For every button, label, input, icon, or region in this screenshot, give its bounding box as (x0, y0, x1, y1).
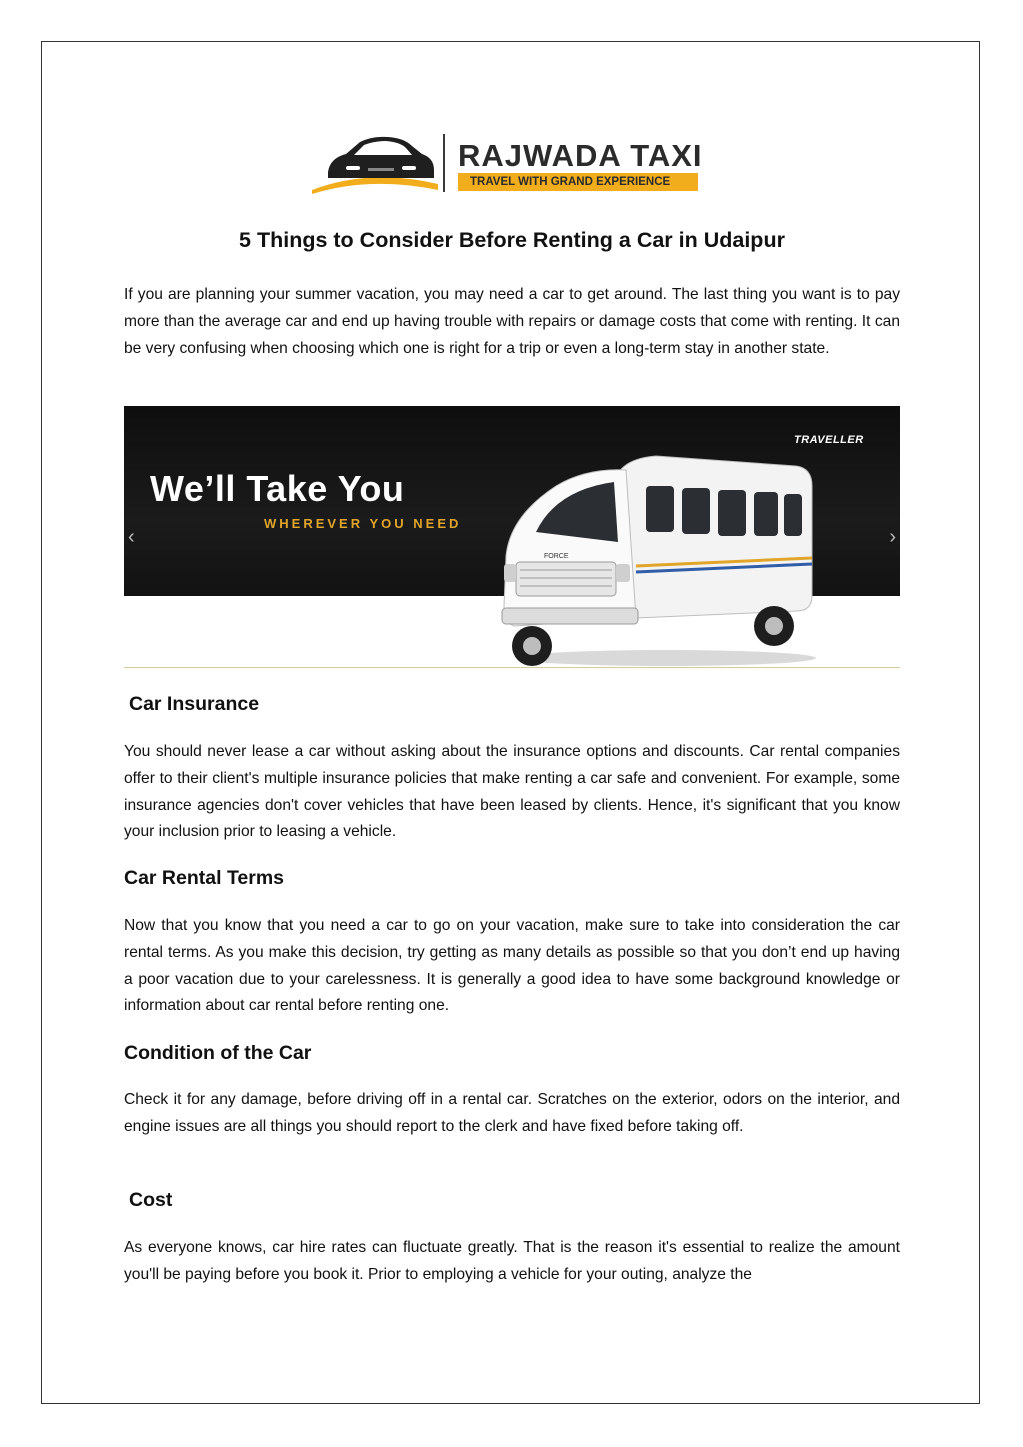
section-heading-car-rental-terms: Car Rental Terms (124, 867, 285, 889)
traveller-van-image (496, 446, 816, 668)
banner-subheadline: WHEREVER YOU NEED (264, 516, 462, 531)
section-heading-condition-of-car: Condition of the Car (124, 1042, 312, 1064)
intro-paragraph: If you are planning your summer vacation, you may need a car to get around. The last thing you want is to pay more than the average car and end up having trouble with repairs or damage costs that come with renting. It can be very confusing when choosing which one is right for a trip or even a long-term stay in another state. (124, 286, 900, 357)
carousel-next-arrow[interactable]: › (889, 526, 896, 548)
rajwada-taxi-logo (310, 128, 710, 198)
section-body-car-insurance: You should never lease a car without asking about the insurance options and discounts. Car rental companies offer to their client's multiple insurance policies that make renting a car safe and convenient. For example, some insurance agencies don't cover vehicles that have been leased by clients. Hence, it's significant that you know your inclusion prior to leasing a vehicle. (124, 743, 900, 841)
logo-tagline: TRAVEL WITH GRAND EXPERIENCE (458, 173, 698, 191)
document-title: 5 Things to Consider Before Renting a Car in Udaipur (239, 228, 785, 252)
section-body-car-rental-terms: Now that you know that you need a car to go on your vacation, make sure to take into consideration the car rental terms. As you make this decision, try getting as many details as possible so that you don’t end up having a poor vacation due to your carelessness. It is generally a good idea to have some background knowledge or information about car rental before renting one. (124, 917, 900, 1015)
carousel-prev-arrow[interactable]: ‹ (128, 526, 135, 548)
banner-vehicle-brand: TRAVELLER (794, 434, 864, 446)
logo-divider (443, 134, 445, 192)
banner-headline: We’ll Take You (150, 468, 405, 509)
section-body-condition-of-car: Check it for any damage, before driving off in a rental car. Scratches on the exterior, odors on the interior, and engine issues are all things you should report to the clerk and have fixed before taking off. (124, 1091, 900, 1135)
promo-banner (124, 406, 900, 668)
section-heading-cost: Cost (129, 1189, 173, 1211)
section-heading-car-insurance: Car Insurance (129, 693, 260, 715)
logo-brand-name: RAJWADA TAXI (458, 138, 703, 173)
section-body-cost: As everyone knows, car hire rates can fluctuate greatly. That is the reason it's essential to realize the amount you'll be paying before you book it. Prior to employing a vehicle for your outing, analyze the (124, 1239, 900, 1283)
taxi-car-icon (310, 128, 440, 198)
banner-divider (124, 667, 900, 668)
grille-label: FORCE (544, 553, 569, 560)
